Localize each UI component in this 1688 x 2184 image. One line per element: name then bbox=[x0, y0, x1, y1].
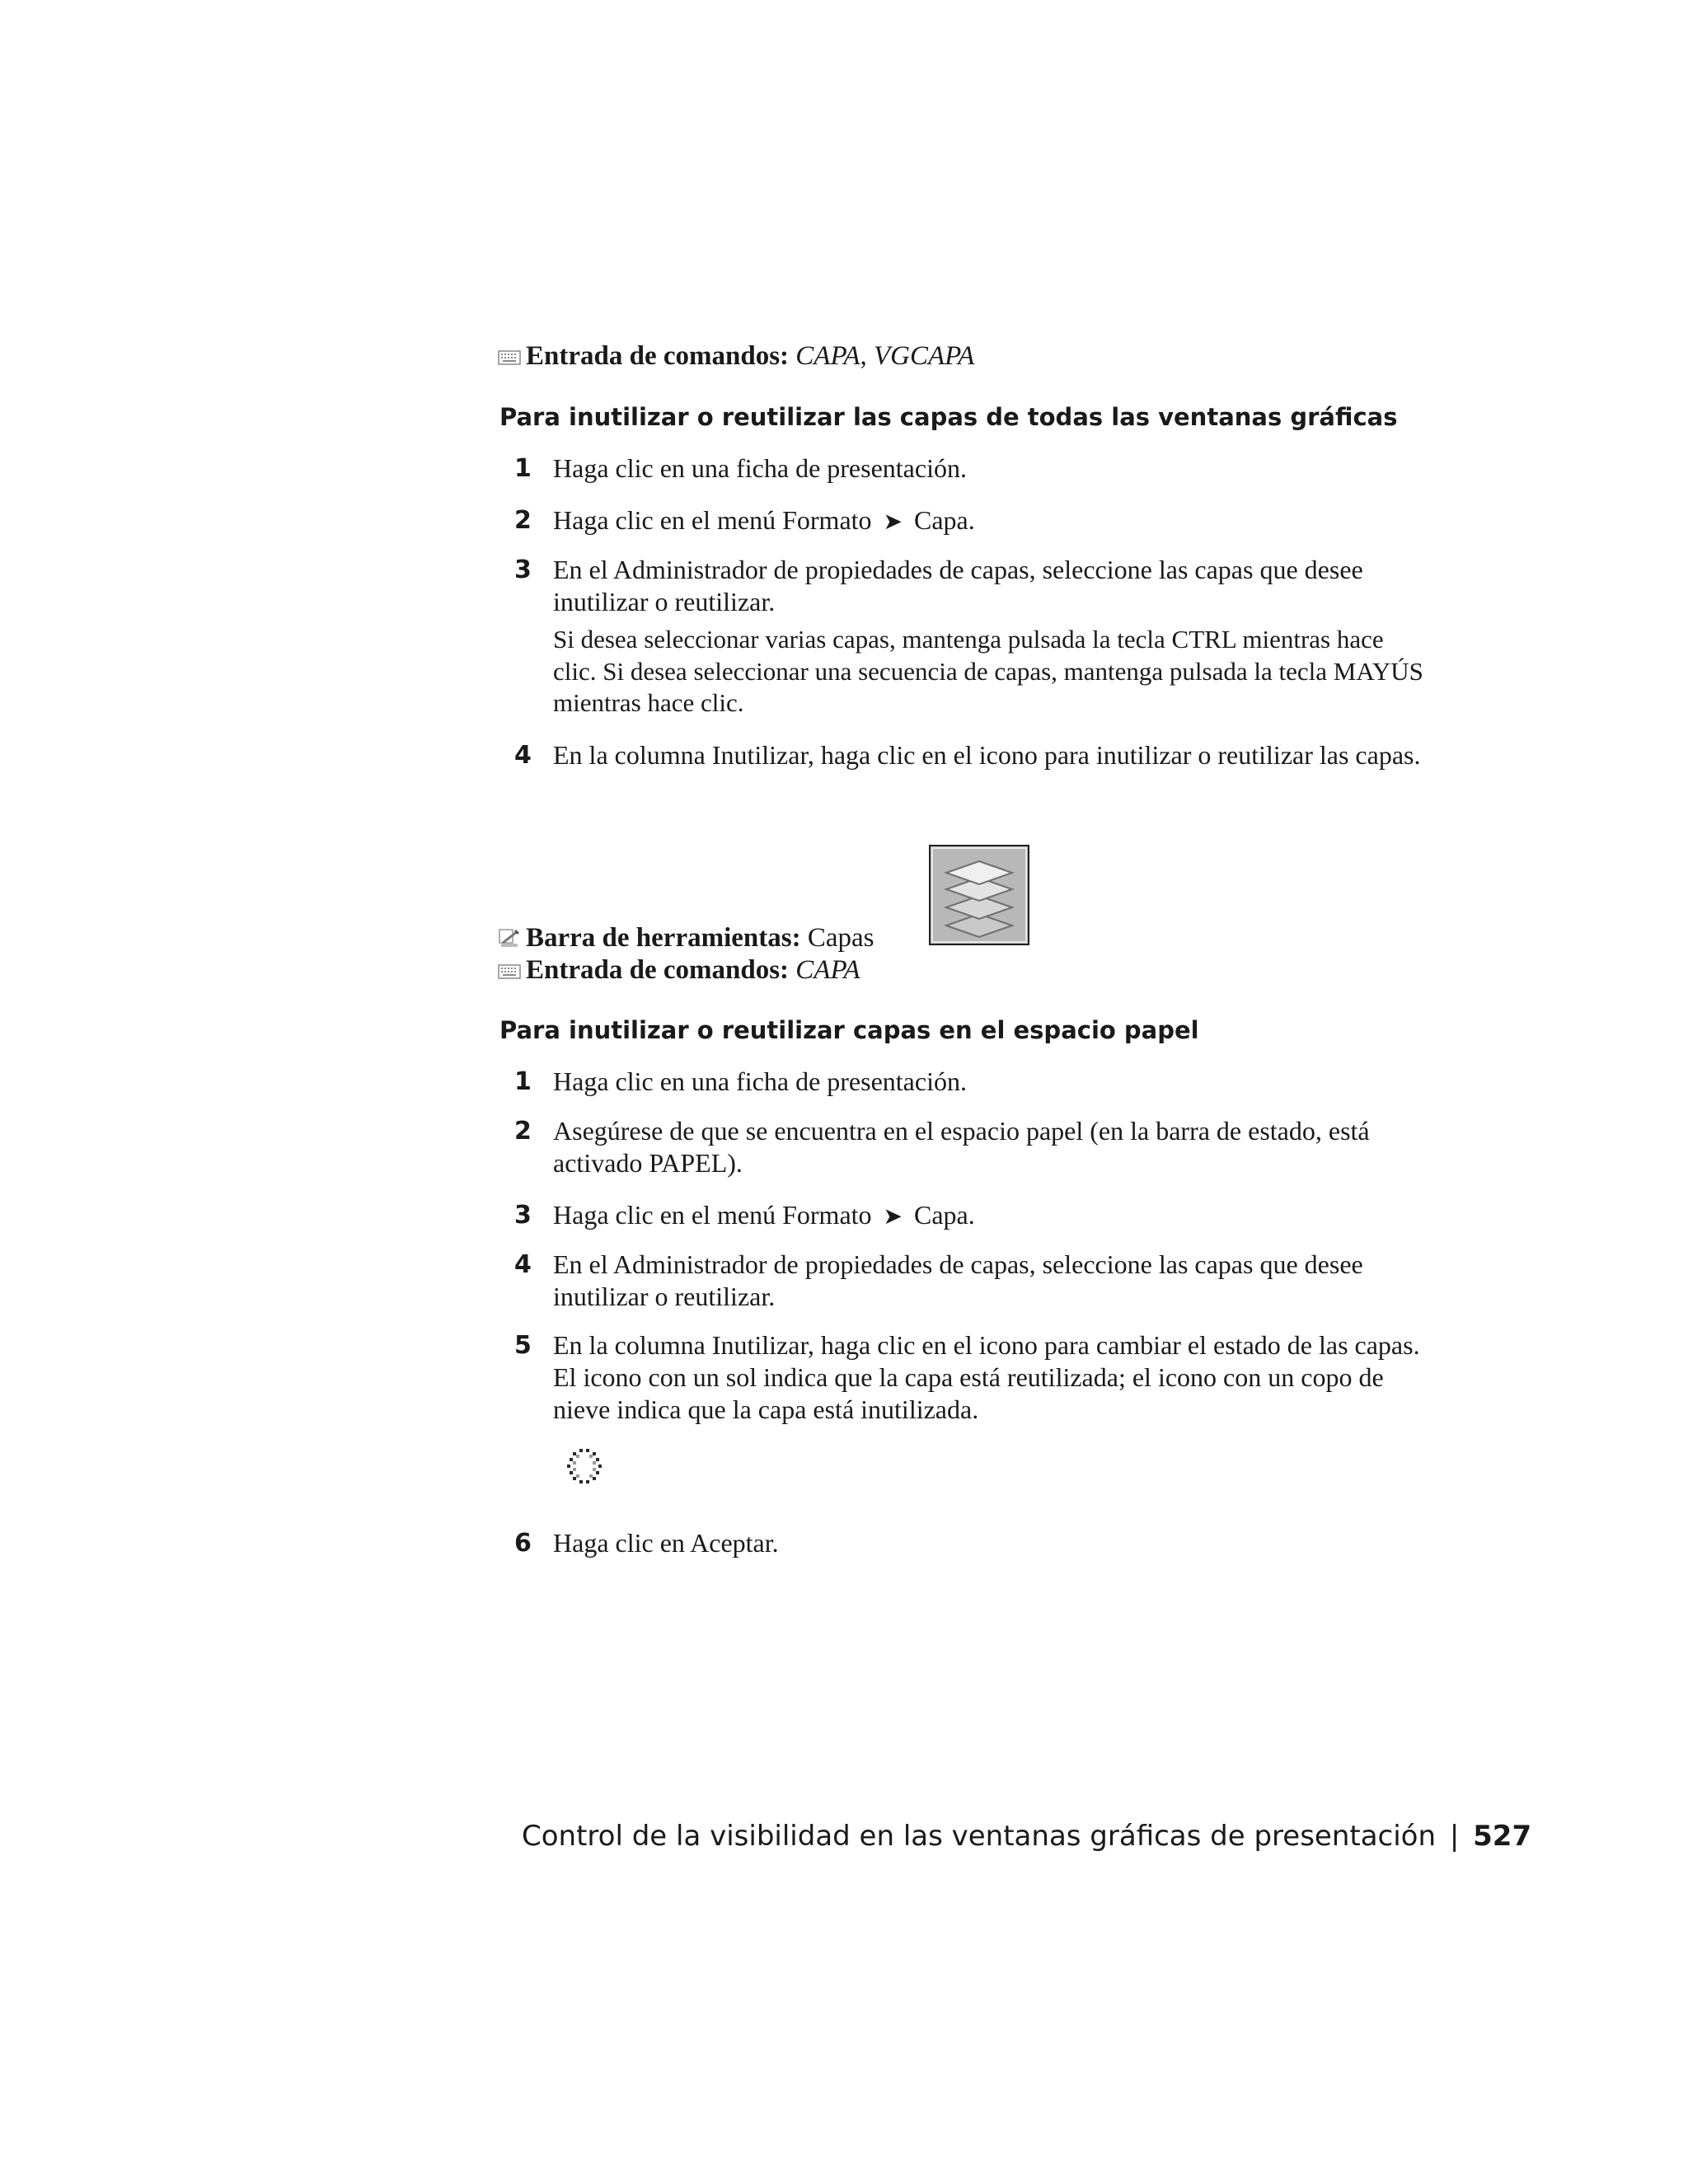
command-value: VGCAPA bbox=[874, 341, 975, 371]
command-entry-line bbox=[498, 340, 974, 373]
command-value: CAPA bbox=[795, 955, 860, 985]
toolbar-line bbox=[498, 921, 874, 954]
footer-separator: | bbox=[1449, 1820, 1460, 1853]
footer-title: Control de la visibilidad en las ventanas gráficas de presentación bbox=[522, 1820, 1437, 1853]
step-text: Asegúrese de que se encuentra en el espacio papel (en la barra de estado, está activado PAPEL). bbox=[553, 1116, 1370, 1178]
menu-arrow-icon: ➤ bbox=[883, 509, 903, 535]
step-number: 2 bbox=[514, 506, 532, 535]
step-text-part: Capa. bbox=[914, 505, 975, 535]
step-number: 1 bbox=[514, 1067, 532, 1096]
layers-icon bbox=[929, 845, 1029, 945]
step-number: 1 bbox=[514, 454, 532, 483]
keyboard-icon bbox=[498, 955, 521, 972]
step-text: En el Administrador de propiedades de capas, seleccione las capas que desee inutilizar o reutilizar. bbox=[553, 555, 1363, 616]
step-note: Si desea seleccionar varias capas, mantenga pulsada la tecla CTRL mientras hace clic. Si desea seleccionar una secuencia de capas, mantenga pulsada la tecla MAYÚS mientras hace clic. bbox=[553, 625, 1423, 717]
toolbar-value: Capas bbox=[807, 923, 874, 953]
step-text bbox=[553, 1199, 1427, 1233]
command-entry-label: Entrada de comandos: bbox=[526, 341, 790, 371]
command-entry-line bbox=[498, 954, 860, 987]
command-value: CAPA bbox=[795, 341, 860, 371]
step-text bbox=[553, 504, 1427, 538]
step-number: 2 bbox=[514, 1117, 532, 1146]
step-number: 3 bbox=[514, 1201, 532, 1230]
step-text: En la columna Inutilizar, haga clic en el icono para cambiar el estado de las capas. El icono con un sol indica que la capa está reutilizada; el icono con un copo de nieve indica que la capa está inutilizada. bbox=[553, 1330, 1420, 1424]
step-number: 4 bbox=[514, 741, 532, 770]
section-heading: Para inutilizar o reutilizar capas en el espacio papel bbox=[499, 1016, 1199, 1044]
step-text: Haga clic en una ficha de presentación. bbox=[553, 453, 967, 483]
step-number: 4 bbox=[514, 1250, 532, 1279]
command-separator: , bbox=[860, 341, 874, 371]
step-number: 6 bbox=[514, 1529, 532, 1558]
sun-icon bbox=[564, 1446, 605, 1487]
step-number: 5 bbox=[514, 1331, 532, 1360]
keyboard-icon bbox=[498, 341, 521, 358]
page-footer bbox=[522, 1818, 1531, 1854]
step-text: En la columna Inutilizar, haga clic en el icono para inutilizar o reutilizar las capas. bbox=[553, 740, 1421, 770]
toolbar-label: Barra de herramientas: bbox=[526, 923, 801, 953]
step-text-part: Haga clic en el menú Formato bbox=[553, 1200, 872, 1230]
toolbar-icon bbox=[498, 925, 521, 948]
step-text: Haga clic en Aceptar. bbox=[553, 1528, 779, 1558]
layers-button-image bbox=[929, 845, 1029, 945]
menu-arrow-icon: ➤ bbox=[883, 1204, 903, 1230]
step-text: En el Administrador de propiedades de capas, seleccione las capas que desee inutilizar o reutilizar. bbox=[553, 1249, 1363, 1311]
page-number: 527 bbox=[1473, 1820, 1532, 1853]
step-text: Haga clic en una ficha de presentación. bbox=[553, 1066, 967, 1096]
command-entry-label: Entrada de comandos: bbox=[526, 955, 790, 985]
step-text-part: Capa. bbox=[914, 1200, 975, 1230]
section-heading: Para inutilizar o reutilizar las capas de todas las ventanas gráficas bbox=[499, 403, 1398, 431]
step-text-part: Haga clic en el menú Formato bbox=[553, 505, 872, 535]
step-number: 3 bbox=[514, 555, 532, 584]
